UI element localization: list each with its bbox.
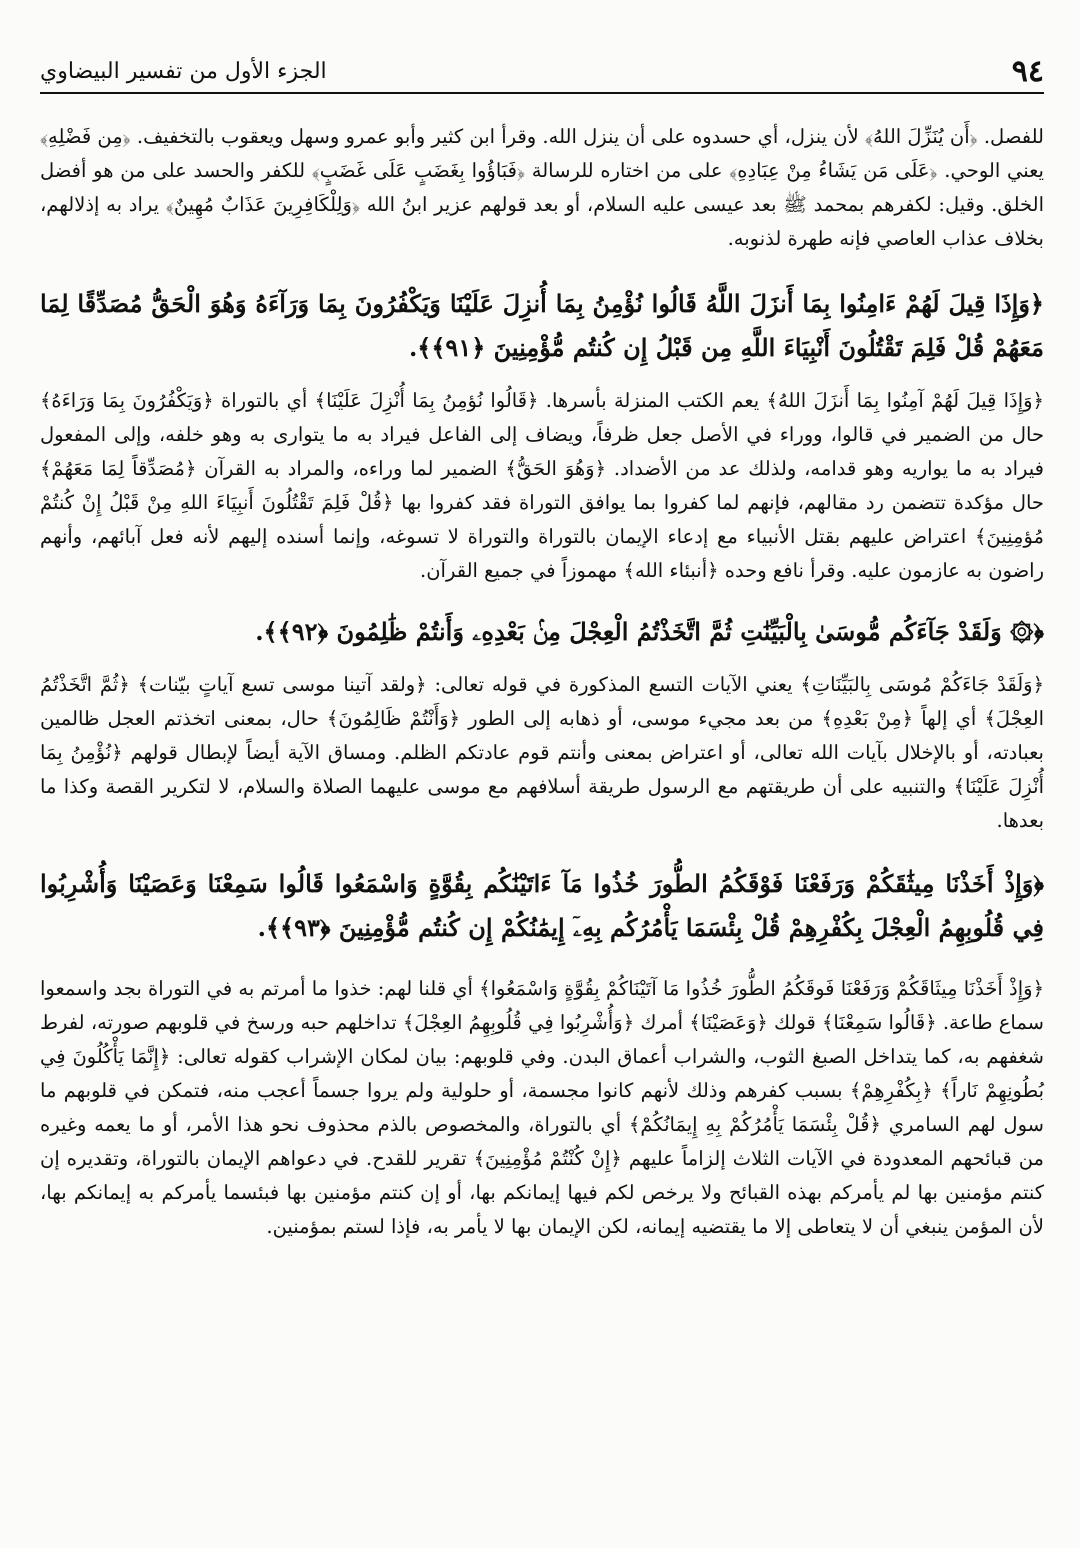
commentary-paragraph: ﴿وَإِذَا قِيلَ لَهُمْ آمِنُوا بِمَا أَنزَلَ اللهُ﴾ يعم الكتب المنزلة بأسرها. ﴿قَالُوا نُؤمِنُ بِمَا أُنْزِلَ عَلَيْنَا﴾ أي بالتوراة ﴿وَيَكْفُرُونَ بِمَا وَرَاءَهُ﴾ حال من الضمير في قالوا، ووراء في الأصل جعل ظرفاً، ويضاف إلى الفاعل فيراد به ما يتوارى به وهو خلفه، وإلى المفعول فيراد به ما يواريه وهو قدامه، ولذلك عد من الأضداد. ﴿وَهُوَ الحَقُّ﴾ الضمير لما وراءه، والمراد به القرآن ﴿مُصَدِّقاً لِمَا مَعَهُمْ﴾ حال مؤكدة تتضمن رد مقالهم، فإنهم لما كفروا بما يوافق التوراة فقد كفروا بها ﴿قُلْ فَلِمَ تَقْتُلُونَ أَنبِيَاءَ اللهِ مِنْ قَبْلُ إِنْ كُنتُمْ مُؤمِنِينَ﴾ اعتراض عليهم بقتل الأنبياء مع إدعاء الإيمان بالتوراة والتوراة لا تسوغه، وإنما أسنده إليهم لأنه فعل آبائهم، وأنهم راضون به عازمون عليه. وقرأ نافع وحده ﴿أنبئاء الله﴾ مهموزاً في جميع القرآن. [40, 389, 1044, 582]
page-header [40, 52, 1044, 94]
commentary-paragraph: للفصل. ﴿أَن يُنَزِّلَ اللهُ﴾ لأن ينزل، أي حسدوه على أن ينزل الله. وقرأ ابن كثير وأبو عمرو وسهل ويعقوب بالتخفيف. ﴿مِن فَضْلِهِ﴾ يعني الوحي. ﴿عَلَى مَن يَشَاءُ مِنْ عِبَادِهِ﴾ على من اختاره للرسالة ﴿فَبَاؤُوا بِغَضَبٍ عَلَى غَضَبٍ﴾ للكفر والحسد على من هو أفضل الخلق. وقيل: لكفرهم بمحمد ﷺ بعد عيسى عليه السلام، أو بعد قولهم عزير ابنُ الله ﴿وَلِلْكَافِرِينَ عَذَابٌ مُهِينٌ﴾ يراد به إذلالهم، بخلاف عذاب العاصي فإنه طهرة لذنوبه. [40, 125, 1044, 250]
quran-verse-91: ﴿وَإِذَا قِيلَ لَهُمْ ءَامِنُوا بِمَا أَنزَلَ اللَّهُ قَالُوا نُؤْمِنُ بِمَا أُنزِلَ عَلَيْنَا وَيَكْفُرُونَ بِمَا وَرَآءَهُ وَهُوَ الْحَقُّ مُصَدِّقًا لِمَا مَعَهُمْ قُلْ فَلِمَ تَقْتُلُونَ أَنْبِيَاءَ اللَّهِ مِن قَبْلُ إِن كُنتُم مُّؤْمِنِينَ ﴿٩١﴾﴾. [40, 289, 1044, 362]
commentary-paragraph: ﴿وَلَقَدْ جَاءَكُمْ مُوسَى بِالبَيِّنَاتِ﴾ يعني الآيات التسع المذكورة في قوله تعالى: ﴿ولقد آتينا موسى تسع آياتٍ بيّنات﴾ ﴿ثُمَّ اتَّخَذْتُمُ العِجْلَ﴾ أي إلهاً ﴿مِنْ بَعْدِهِ﴾ من بعد مجيء موسى، أو ذهابه إلى الطور ﴿وَأَنْتُمْ ظَالِمُونَ﴾ حال، بمعنى اتخذتم العجل ظالمين بعبادته، أو بالإخلال بآيات الله تعالى، أو اعتراض بمعنى وأنتم قوم عادتكم الظلم. ومساق الآية أيضاً لإبطال قولهم ﴿نُؤْمِنُ بِمَا أُنْزِلَ عَلَيْنَا﴾ والتنبيه على أن طريقتهم مع الرسول طريقة أسلافهم مع موسى عليهما الصلاة والسلام، لا لتكرير القصة وكذا ما بعدها. [40, 673, 1044, 832]
commentary-paragraph: ﴿وَإِذْ أَخَذْنَا مِيثَاقَكُمْ وَرَفَعْنَا فَوقَكُمُ الطُّورَ خُذُوا مَا آتَيْنَاكُمْ بِقُوَّةٍ وَاسْمَعُوا﴾ أي قلنا لهم: خذوا ما أمرتم به في التوراة بجد واسمعوا سماع طاعة. ﴿قَالُوا سَمِعْنَا﴾ قولك ﴿وَعَصَيْنَا﴾ أمرك ﴿وَأُشْرِبُوا فِي قُلُوبِهِمُ العِجْلَ﴾ تداخلهم حبه ورسخ في قلوبهم صورته، لفرط شغفهم به، كما يتداخل الصبغ الثوب، والشراب أعماق البدن. وفي قلوبهم: بيان لمكان الإشراب كقوله تعالى: ﴿إِنَّمَا يَأْكُلُونَ فِي بُطُونِهِمْ نَاراً﴾ ﴿بِكُفْرِهِمْ﴾ بسبب كفرهم وذلك لأنهم كانوا مجسمة، أو حلولية ولم يروا جسماً أعجب منه، فتمكن في قلوبهم ما سول لهم السامري ﴿قُلْ بِئْسَمَا يَأْمُرُكُمْ بِهِ إِيمَانُكُمْ﴾ أي بالتوراة، والمخصوص بالذم محذوف نحو هذا الأمر، أو ما يعمه وغيره من قبائحهم المعدودة في الآيات الثلاث إلزاماً عليهم ﴿إِنْ كُنْتُمْ مُؤْمِنِينَ﴾ تقرير للقدح. في دعواهم الإيمان بالتوراة، وتقديره إن كنتم مؤمنين بها لم يأمركم بهذه القبائح ولا يرخص لكم فيها إيمانكم بها، أو إن كنتم مؤمنين بها فبئسما يأمركم به إيمانكم بها، لأن المؤمن ينبغي أن لا يتعاطى إلا ما يقتضيه إيمانه، لكن الإيمان بها لا يأمر به، فإذا لستم بمؤمنين. [40, 977, 1044, 1238]
page-number: ٩٤ [1011, 54, 1044, 89]
running-title: الجزء الأول من تفسير البيضاوي [40, 59, 327, 84]
page-body [40, 120, 1044, 1264]
quran-verse-92: ﴿۞ وَلَقَدْ جَآءَكُم مُّوسَىٰ بِالْبَيِّنَٰتِ ثُمَّ اتَّخَذْتُمُ الْعِجْلَ مِنۢ بَعْدِهِۦ وَأَنتُمْ ظَٰلِمُونَ ﴿٩٢﴾﴾. [255, 617, 1044, 646]
quran-verse-93: ﴿وَإِذْ أَخَذْنَا مِيثَٰقَكُمْ وَرَفَعْنَا فَوْقَكُمُ الطُّورَ خُذُوا مَآ ءَاتَيْنَٰكُم بِقُوَّةٍ وَاسْمَعُوا قَالُوا سَمِعْنَا وَعَصَيْنَا وَأُشْرِبُوا فِي قُلُوبِهِمُ الْعِجْلَ بِكُفْرِهِمْ قُلْ بِئْسَمَا يَأْمُرُكُم بِهِۦٓ إِيمَٰنُكُمْ إِن كُنتُم مُّؤْمِنِينَ ﴿٩٣﴾﴾. [40, 869, 1044, 942]
